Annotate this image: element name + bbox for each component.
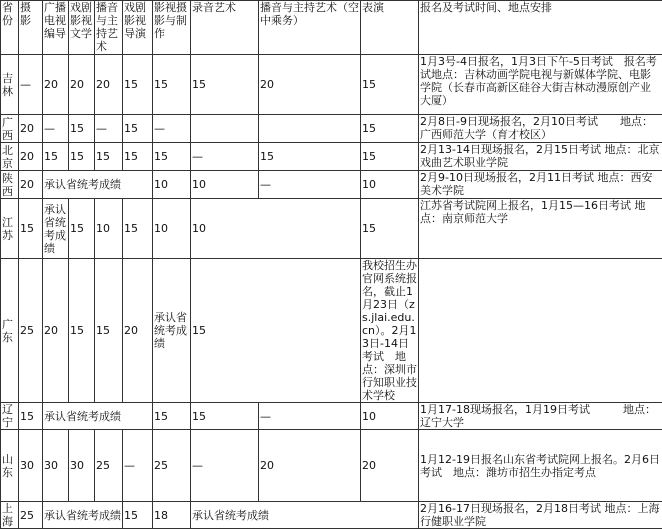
value-cell: 30 (19, 430, 43, 502)
province-cell: 陕西 (1, 171, 19, 199)
value-cell: 承认省统考成绩 (43, 403, 153, 430)
province-cell: 江苏 (1, 199, 19, 259)
value-cell: 承认省统考成绩 (43, 199, 69, 259)
value-cell: — (19, 55, 43, 115)
value-cell: 承认省统考成绩 (191, 502, 419, 529)
header-row (1, 1, 662, 55)
province-cell: 山东 (1, 430, 19, 502)
value-cell (191, 115, 259, 143)
value-cell: 20 (19, 115, 43, 143)
value-cell: — (259, 171, 361, 199)
schedule-cell: 1月12-19日报名山东省考试院网上报名。2月6日考试 地点：潍坊市招生办指定考点 (419, 430, 662, 502)
value-cell: 20 (95, 55, 123, 115)
value-cell: 15 (123, 55, 153, 115)
value-cell: 15 (153, 143, 191, 171)
header-cell: 省份 (1, 1, 19, 55)
value-cell: — (259, 403, 361, 430)
value-cell: 10 (361, 171, 419, 199)
header-cell: 报名及考试时间、地点安排 (419, 1, 662, 55)
header-cell: 录音艺术 (191, 1, 259, 55)
value-cell: — (153, 115, 191, 143)
value-cell: 20 (259, 430, 361, 502)
header-cell: 广播电视编导 (43, 1, 69, 55)
value-cell: 15 (19, 199, 43, 259)
value-cell: 15 (361, 55, 419, 115)
value-cell: 20 (43, 55, 69, 115)
value-cell: 15 (123, 143, 153, 171)
table-row (1, 143, 662, 171)
value-cell: 15 (153, 55, 191, 115)
value-cell: 20 (19, 171, 43, 199)
header-cell: 戏剧影视导演 (123, 1, 153, 55)
table-row (1, 502, 662, 529)
value-cell: — (43, 115, 69, 143)
value-cell: 15 (69, 199, 95, 259)
table-row (1, 403, 662, 430)
province-cell: 上海 (1, 502, 19, 529)
schedule-cell: 2月9-10日现场报名，2月11日考试 地点：西安美术学院 (419, 171, 662, 199)
header-cell: 表演 (361, 1, 419, 55)
table-row (1, 55, 662, 115)
value-cell: 承认省统考成绩 (43, 502, 123, 529)
value-cell: 15 (153, 403, 191, 430)
province-cell: 广西 (1, 115, 19, 143)
table-row (1, 430, 662, 502)
value-cell: 10 (191, 199, 361, 259)
header-cell: 播音与主持艺术（空中乘务） (259, 1, 361, 55)
value-cell: 15 (191, 55, 259, 115)
table-row (1, 199, 662, 259)
value-cell: 15 (361, 115, 419, 143)
schedule-cell: 1月3号-4日报名，1月3日下午-5日考试 报名考试地点：吉林动画学院电视与新媒体学院、电影学院（长春市高新区硅谷大街吉林动漫原创产业大厦） (419, 55, 662, 115)
value-cell: 15 (123, 502, 153, 529)
schedule-cell: 2月13-14日现场报名，2月15日考试 地点：北京戏曲艺术职业学院 (419, 143, 662, 171)
header-cell: 摄影 (19, 1, 43, 55)
value-cell: 15 (123, 199, 153, 259)
value-cell: 20 (43, 259, 69, 403)
value-cell: — (191, 143, 259, 171)
value-cell: 25 (95, 430, 123, 502)
value-cell: 25 (153, 430, 191, 502)
schedule-cell: 2月8日-9日现场报名，2月10日考试 地点：广西师范大学（育才校区） (419, 115, 662, 143)
value-cell: 15 (361, 199, 419, 259)
value-cell: 15 (259, 143, 361, 171)
value-cell: 10 (95, 199, 123, 259)
value-cell: 10 (153, 199, 191, 259)
value-cell: 15 (95, 143, 123, 171)
value-cell: — (191, 430, 259, 502)
value-cell: 18 (153, 502, 191, 529)
value-cell: 15 (69, 115, 95, 143)
value-cell: 20 (123, 259, 153, 403)
value-cell: 15 (95, 259, 123, 403)
table-row (1, 259, 662, 403)
schedule-cell: 2月16-17日现场报名，2月18日考试 地点：上海行健职业学院 (419, 502, 662, 529)
province-cell: 吉林 (1, 55, 19, 115)
value-cell: 10 (153, 171, 191, 199)
table-row (1, 115, 662, 143)
value-cell: 承认省统考成绩 (153, 259, 191, 403)
schedule-cell: 江苏省考试院网上报名，1月15—16日考试 地点：南京师范大学 (419, 199, 662, 259)
province-cell: 辽宁 (1, 403, 19, 430)
value-cell: 30 (43, 430, 69, 502)
value-cell: 10 (361, 403, 419, 430)
value-cell: 15 (191, 403, 259, 430)
schedule-cell: 1月17-18现场报名，1月19日考试 地点：辽宁大学 (419, 403, 662, 430)
value-cell: 15 (69, 259, 95, 403)
value-cell: 30 (69, 430, 95, 502)
header-cell: 影视摄影与制作 (153, 1, 191, 55)
value-cell: 20 (69, 55, 95, 115)
header-cell: 戏剧影视文学 (69, 1, 95, 55)
header-cell: 播音与主持艺术 (95, 1, 123, 55)
value-cell (259, 115, 361, 143)
value-cell: — (95, 115, 123, 143)
value-cell: 10 (191, 171, 259, 199)
value-cell: 承认省统考成绩 (43, 171, 153, 199)
value-cell: 15 (191, 259, 361, 403)
value-cell: 15 (123, 115, 153, 143)
province-cell: 北京 (1, 143, 19, 171)
value-cell: — (123, 430, 153, 502)
value-cell: 15 (69, 143, 95, 171)
value-cell: 20 (361, 430, 419, 502)
table-row (1, 171, 662, 199)
value-cell: 20 (259, 55, 361, 115)
value-cell: 15 (361, 143, 419, 171)
value-cell: 20 (19, 143, 43, 171)
value-cell: 15 (43, 143, 69, 171)
value-cell: 我校招生办官网系统报名，截止1月23日（zs.jlai.edu.cn）。2月13日-14日考试 地点：深圳市行知职业技术学校 (361, 259, 419, 403)
value-cell: 25 (19, 259, 43, 403)
value-cell: 15 (19, 403, 43, 430)
schedule-cell (419, 259, 662, 403)
value-cell: 25 (19, 502, 43, 529)
province-cell: 广东 (1, 259, 19, 403)
